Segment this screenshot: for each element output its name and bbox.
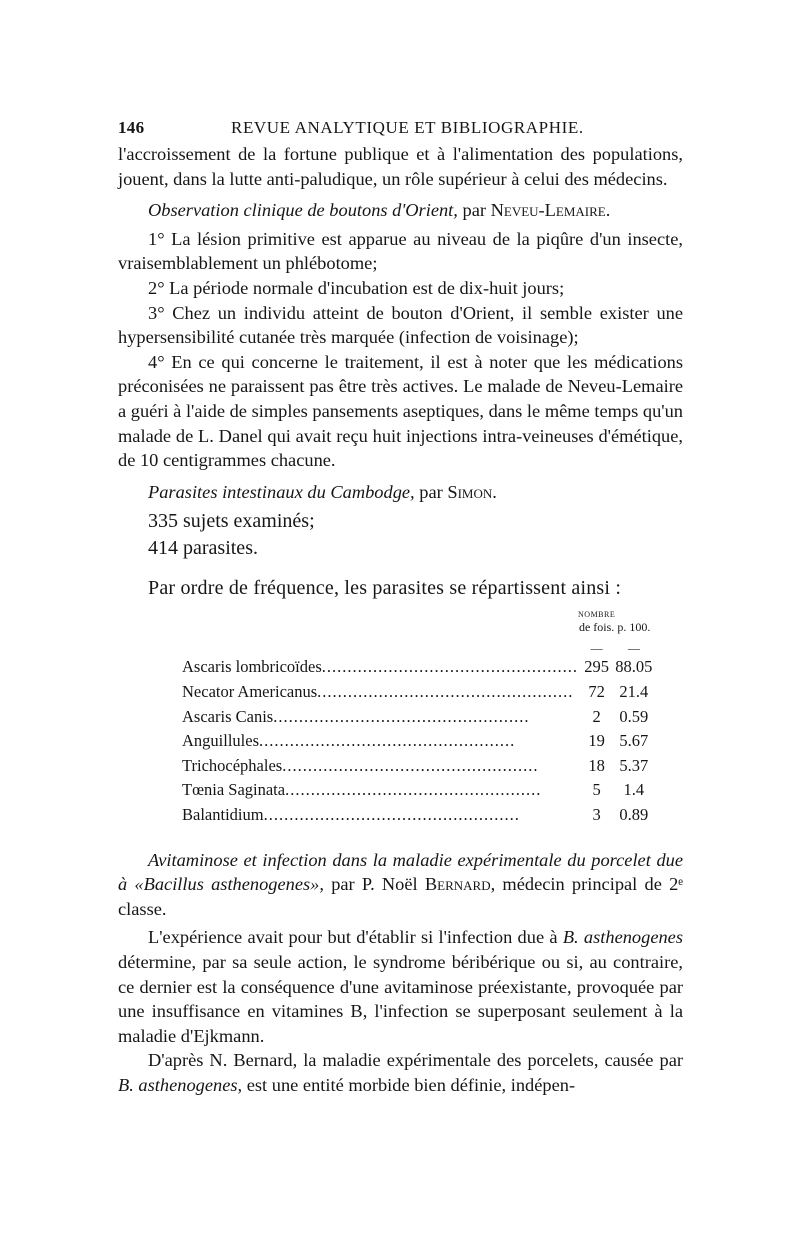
- col-header-count: [578, 609, 615, 633]
- heading-by: par: [457, 200, 491, 221]
- row-count: 2: [592, 706, 601, 726]
- heading-author: Simon.: [447, 481, 497, 502]
- row-name: Tœnia Saginata: [182, 780, 286, 800]
- heading-rest: , médecin principal de 2ᵉ classe.: [118, 874, 683, 919]
- row-pct: 5.67: [619, 731, 649, 751]
- row-pct: 0.59: [619, 706, 649, 726]
- row-name: Trichocéphales: [182, 755, 283, 775]
- table-row: Balantidium.................................................. 3 0.89: [182, 803, 652, 828]
- list-item-2: 2° La période normale d'incubation est de dix-huit jours;: [148, 277, 565, 298]
- section-heading-parasites: [118, 480, 683, 505]
- text-run: est une entité morbide bien définie, indépen-: [242, 1074, 576, 1095]
- table-row: Ascaris lombricoïdes.................................................. 295 88.05: [182, 655, 652, 680]
- paragraph-bernard: [118, 1048, 683, 1097]
- col-header-count-label: de fois.: [578, 619, 615, 634]
- row-pct: 1.4: [623, 780, 645, 800]
- table-row: Anguillules.................................................. 19 5.67: [182, 729, 652, 754]
- row-name: Balantidium: [182, 804, 264, 824]
- heading-author: Neveu-Lemaire.: [490, 200, 611, 221]
- row-count: 19: [588, 731, 605, 751]
- table-row: Necator Americanus.................................................. 72 21.4: [182, 680, 652, 705]
- col-header-pct: p. 100.: [617, 619, 651, 634]
- dash-count: —: [590, 641, 603, 656]
- text-run: L'expérience avait pour but d'établir si l'infection due à: [148, 927, 563, 948]
- species-name: B. asthenogenes: [562, 927, 683, 948]
- table-dash-row: [182, 633, 652, 656]
- running-title: REVUE ANALYTIQUE ET BIBLIOGRAPHIE.: [231, 118, 584, 137]
- section-heading-boutons-orient: [118, 198, 683, 223]
- row-name: Anguillules: [182, 731, 259, 751]
- species-name: B. asthenogenes,: [118, 1074, 243, 1095]
- row-count: 5: [592, 780, 601, 800]
- table-row: Tœnia Saginata.................................................. 5 1.4: [182, 778, 652, 803]
- stat-subjects: 335 sujets examinés;: [148, 510, 315, 533]
- row-pct: 0.89: [619, 804, 649, 824]
- row-count: 295: [584, 657, 609, 677]
- dash-pct: —: [627, 641, 640, 656]
- row-pct: 88.05: [615, 657, 653, 677]
- heading-title: Avitaminose et infection dans la maladie expérimentale du porcelet due à «Bacillus asthenogenes»,: [118, 849, 683, 895]
- table-intro: Par ordre de fréquence, les parasites se répartissent ainsi :: [148, 577, 622, 600]
- heading-by: par P. Noël: [323, 874, 425, 895]
- heading-author: Bernard: [424, 874, 491, 895]
- row-count: 3: [592, 804, 601, 824]
- running-header: [118, 112, 683, 142]
- page: [118, 112, 683, 1098]
- paragraph-paludisme-end: l'accroissement de la fortune publique et à l'alimentation des populations, jouent, dans la lutte anti-paludique, un rôle supérieur à celui des médecins.: [118, 144, 683, 189]
- list-item-4: 4° En ce qui concerne le traitement, il est à noter que les médications préconisées ne paraissent pas être très actives. Le malade de Neveu-Lemaire a guéri à l'aide de simples pansements aseptiques, dans le même temps qu'un malade de L. Danel qui avait reçu huit injections intra-veineuses d'émétique, de 10 centigrammes chacune.: [118, 351, 683, 471]
- table-header-row: [182, 609, 652, 633]
- heading-title: Parasites intestinaux du Cambodge,: [148, 481, 415, 502]
- row-count: 72: [588, 682, 605, 701]
- row-pct: 5.37: [619, 755, 649, 775]
- row-pct: 21.4: [619, 682, 649, 701]
- stat-parasites: 414 parasites.: [148, 537, 258, 560]
- frequency-table: [182, 609, 652, 828]
- col-header-count-small: NOMBRE: [578, 609, 616, 619]
- text-run: détermine, par sa seule action, le syndrome béribérique ou si, au contraire, ce dernier est la conséquence d'une avitaminose préexistante, provoquée par une insuffisance en vitamines B, l'infection se superposant seulement à la maladie d'Ejkmann.: [118, 951, 683, 1046]
- text-run: D'après N. Bernard, la maladie expérimentale des porcelets, causée par: [148, 1050, 683, 1071]
- table-row: Ascaris Canis.................................................. 2 0.59: [182, 705, 652, 730]
- row-name: Ascaris lombricoïdes: [182, 657, 322, 677]
- row-name: Necator Americanus: [182, 682, 318, 701]
- table-row: Trichocéphales.................................................. 18 5.37: [182, 754, 652, 779]
- list-item-3: 3° Chez un individu atteint de bouton d'Orient, il semble exister une hypersensibilité cutanée très marquée (infection de voisinage);: [118, 302, 683, 348]
- row-name: Ascaris Canis: [182, 706, 274, 726]
- heading-by: par: [414, 481, 448, 502]
- list-item-1: 1° La lésion primitive est apparue au niveau de la piqûre d'un insecte, vraisemblablement un phlébotome;: [118, 228, 683, 274]
- section-heading-avitaminose: [118, 848, 683, 922]
- page-number: 146: [118, 118, 145, 137]
- paragraph-experience: [118, 925, 683, 1048]
- row-count: 18: [588, 755, 605, 775]
- heading-title: Observation clinique de boutons d'Orient,: [148, 200, 458, 221]
